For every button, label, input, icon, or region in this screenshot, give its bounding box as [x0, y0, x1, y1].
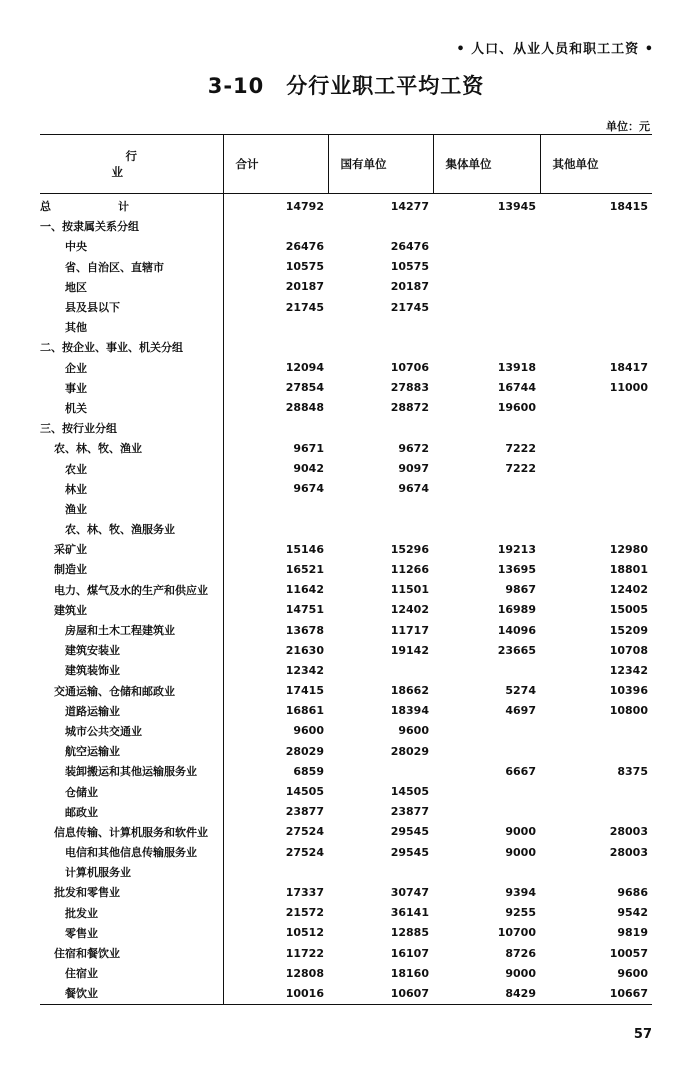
- cell-other: 15209: [609, 623, 648, 637]
- row-label: 农、林、牧、渔业: [54, 442, 142, 456]
- cell-collective: 13918: [497, 361, 536, 375]
- cell-total: 23877: [223, 802, 328, 822]
- table-row: [40, 983, 652, 1004]
- row-label: 县及县以下: [65, 301, 120, 315]
- table-row: [40, 277, 652, 297]
- cell-total: 12342: [223, 660, 328, 680]
- table-row: [40, 701, 652, 721]
- cell-collective: 5274: [505, 684, 536, 698]
- cell-other: 9686: [617, 885, 648, 899]
- cell-other: [540, 257, 652, 277]
- table-row: [40, 236, 652, 256]
- cell-collective: 14096: [497, 623, 536, 637]
- row-label: 一、按隶属关系分组: [40, 220, 139, 234]
- cell-total: [223, 317, 328, 337]
- cell-total: 17415: [223, 681, 328, 701]
- cell-state-owned: 18394: [390, 704, 429, 718]
- cell-total: [223, 216, 328, 236]
- row-label: 事业: [65, 381, 87, 395]
- table-row: [40, 194, 652, 217]
- table-row: [40, 620, 652, 640]
- row-label: 餐饮业: [40, 983, 223, 1004]
- cell-total: 10016: [223, 983, 328, 1004]
- table-row: [40, 559, 652, 579]
- cell-total: 28848: [223, 398, 328, 418]
- header-other: 其他单位: [540, 135, 652, 194]
- row-label: 电力、煤气及水的生产和供应业: [54, 583, 208, 597]
- table-row: [40, 216, 652, 236]
- cell-total: 14792: [223, 194, 328, 217]
- row-label: 仓储业: [65, 785, 98, 799]
- cell-state-owned: 27883: [390, 381, 429, 395]
- cell-other: 18417: [609, 361, 648, 375]
- cell-state-owned: 30747: [390, 885, 429, 899]
- cell-total: [223, 337, 328, 357]
- cell-other: [540, 418, 652, 438]
- table-row: [40, 398, 652, 418]
- cell-collective: [433, 479, 540, 499]
- table-row: [40, 580, 652, 600]
- row-label: 三、按行业分组: [40, 422, 117, 436]
- table-row: [40, 458, 652, 478]
- cell-other: 28003: [609, 825, 648, 839]
- running-head: • 人口、从业人员和职工工资 •: [456, 42, 654, 57]
- cell-total: 11642: [223, 580, 328, 600]
- cell-collective: [433, 317, 540, 337]
- row-label: 建筑装饰业: [65, 664, 120, 678]
- cell-other: [540, 499, 652, 519]
- cell-other: 15005: [609, 603, 648, 617]
- row-label: 其他: [65, 321, 87, 335]
- table-row: [40, 438, 652, 458]
- cell-collective: 4697: [505, 704, 536, 718]
- cell-other: [540, 297, 652, 317]
- cell-state-owned: 26476: [390, 239, 429, 253]
- cell-total: 17337: [223, 882, 328, 902]
- cell-other: [540, 781, 652, 801]
- cell-collective: 9000: [505, 825, 536, 839]
- cell-state-owned: 10706: [390, 361, 429, 375]
- row-label: 采矿业: [54, 543, 87, 557]
- cell-other: [540, 438, 652, 458]
- cell-state-owned: 14505: [390, 785, 429, 799]
- cell-other: 10667: [540, 983, 652, 1004]
- cell-collective: [433, 277, 540, 297]
- row-label: 农业: [65, 462, 87, 476]
- cell-total: 9674: [223, 479, 328, 499]
- table-row: [40, 741, 652, 761]
- cell-total: 11722: [223, 943, 328, 963]
- cell-state-owned: [328, 761, 433, 781]
- row-label: 总 计: [40, 200, 144, 214]
- table-row: [40, 519, 652, 539]
- table-row: [40, 479, 652, 499]
- cell-other: [540, 458, 652, 478]
- cell-total: 20187: [223, 277, 328, 297]
- header-total: 合计: [223, 135, 328, 194]
- row-label: 零售业: [65, 926, 98, 940]
- cell-collective: 16744: [497, 381, 536, 395]
- cell-other: [540, 216, 652, 236]
- table-row: [40, 539, 652, 559]
- cell-collective: 9394: [505, 885, 536, 899]
- cell-collective: 13695: [497, 562, 536, 576]
- cell-other: 10057: [609, 946, 648, 960]
- table-row: [40, 418, 652, 438]
- cell-state-owned: [328, 418, 433, 438]
- cell-other: [540, 479, 652, 499]
- row-label: 渔业: [65, 502, 87, 516]
- table-row: [40, 681, 652, 701]
- cell-state-owned: [328, 862, 433, 882]
- cell-state-owned: 10575: [390, 260, 429, 274]
- row-label: 邮政业: [65, 805, 98, 819]
- cell-state-owned: 29545: [390, 825, 429, 839]
- cell-total: 28029: [223, 741, 328, 761]
- cell-total: 12094: [223, 358, 328, 378]
- cell-collective: 8726: [505, 946, 536, 960]
- cell-other: [540, 721, 652, 741]
- row-label: 信息传输、计算机服务和软件业: [54, 825, 208, 839]
- table-row: [40, 882, 652, 902]
- cell-total: 21572: [223, 903, 328, 923]
- cell-state-owned: [328, 660, 433, 680]
- row-label: 交通运输、仓储和邮政业: [54, 684, 175, 698]
- cell-state-owned: 12885: [390, 926, 429, 940]
- cell-total: 10575: [223, 257, 328, 277]
- cell-other: 18415: [609, 199, 648, 213]
- cell-state-owned: [328, 337, 433, 357]
- header-collective: 集体单位: [433, 135, 540, 194]
- cell-collective: [433, 802, 540, 822]
- table-row: [40, 822, 652, 842]
- row-label: 计算机服务业: [65, 866, 131, 880]
- row-label: 林业: [65, 482, 87, 496]
- cell-other: 9819: [617, 926, 648, 940]
- table-row: [40, 337, 652, 357]
- cell-collective: 10700: [497, 926, 536, 940]
- cell-collective: [433, 741, 540, 761]
- cell-other: 11000: [609, 381, 648, 395]
- cell-state-owned: 21745: [390, 300, 429, 314]
- cell-total: 9042: [223, 458, 328, 478]
- cell-total: 27854: [223, 378, 328, 398]
- cell-collective: 23665: [497, 643, 536, 657]
- cell-collective: 7222: [505, 441, 536, 455]
- cell-state-owned: 29545: [390, 845, 429, 859]
- table-row: [40, 802, 652, 822]
- cell-collective: [433, 297, 540, 317]
- row-label: 批发业: [65, 906, 98, 920]
- cell-other: [540, 236, 652, 256]
- cell-collective: [433, 781, 540, 801]
- row-label: 航空运输业: [65, 745, 120, 759]
- cell-collective: [433, 721, 540, 741]
- cell-total: 27524: [223, 822, 328, 842]
- cell-total: [223, 499, 328, 519]
- cell-state-owned: 9674: [398, 482, 429, 496]
- cell-state-owned: 16107: [390, 946, 429, 960]
- row-label: 装卸搬运和其他运输服务业: [65, 765, 197, 779]
- cell-collective: 9000: [505, 966, 536, 980]
- cell-total: 21630: [223, 640, 328, 660]
- table-row: [40, 963, 652, 983]
- cell-state-owned: 11717: [390, 623, 429, 637]
- table-row: [40, 781, 652, 801]
- cell-total: 16861: [223, 701, 328, 721]
- row-label: 房屋和土木工程建筑业: [65, 624, 175, 638]
- table-title: 3-10 分行业职工平均工资: [207, 74, 485, 98]
- table-row: [40, 358, 652, 378]
- cell-total: 13678: [223, 620, 328, 640]
- cell-state-owned: [328, 499, 433, 519]
- cell-total: 9600: [223, 721, 328, 741]
- cell-total: 14505: [223, 781, 328, 801]
- cell-other: 12402: [609, 583, 648, 597]
- cell-state-owned: 11266: [390, 562, 429, 576]
- cell-state-owned: 36141: [390, 906, 429, 920]
- cell-state-owned: 15296: [390, 542, 429, 556]
- row-label: 城市公共交通业: [65, 724, 142, 738]
- cell-total: 10512: [223, 923, 328, 943]
- cell-other: [540, 862, 652, 882]
- cell-other: [540, 317, 652, 337]
- table-row: [40, 378, 652, 398]
- cell-other: [540, 741, 652, 761]
- cell-state-owned: 28029: [390, 744, 429, 758]
- cell-collective: 9867: [505, 583, 536, 597]
- cell-collective: [433, 257, 540, 277]
- cell-collective: [433, 216, 540, 236]
- cell-state-owned: 11501: [390, 583, 429, 597]
- cell-total: [223, 862, 328, 882]
- table-row: [40, 660, 652, 680]
- cell-other: 10708: [609, 643, 648, 657]
- cell-other: [540, 519, 652, 539]
- cell-other: 10396: [609, 684, 648, 698]
- cell-state-owned: 9097: [398, 462, 429, 476]
- cell-other: 12980: [609, 542, 648, 556]
- cell-state-owned: [328, 216, 433, 236]
- table-row: [40, 943, 652, 963]
- cell-total: 21745: [223, 297, 328, 317]
- cell-collective: 9000: [505, 845, 536, 859]
- header-industry: 行 业: [40, 135, 223, 194]
- unit-label: 单位：元: [606, 120, 650, 133]
- table-row: [40, 317, 652, 337]
- cell-collective: 8429: [433, 983, 540, 1004]
- cell-collective: [433, 660, 540, 680]
- row-label: 电信和其他信息传输服务业: [65, 846, 197, 860]
- cell-collective: [433, 862, 540, 882]
- row-label: 二、按企业、事业、机关分组: [40, 341, 183, 355]
- row-label: 建筑业: [54, 603, 87, 617]
- table-row: [40, 842, 652, 862]
- row-label: 住宿和餐饮业: [54, 947, 120, 961]
- cell-collective: [433, 418, 540, 438]
- table-row: [40, 640, 652, 660]
- cell-other: [540, 802, 652, 822]
- cell-collective: 7222: [505, 462, 536, 476]
- cell-state-owned: 28872: [390, 401, 429, 415]
- cell-other: [540, 398, 652, 418]
- row-label: 制造业: [54, 563, 87, 577]
- row-label: 机关: [65, 401, 87, 415]
- cell-collective: [433, 519, 540, 539]
- cell-other: [540, 277, 652, 297]
- table-body: [40, 194, 652, 1005]
- cell-total: 6859: [223, 761, 328, 781]
- cell-total: 27524: [223, 842, 328, 862]
- cell-other: 8375: [617, 764, 648, 778]
- cell-other: 12342: [609, 663, 648, 677]
- cell-total: 14751: [223, 600, 328, 620]
- cell-other: [540, 337, 652, 357]
- header-state-owned: 国有单位: [328, 135, 433, 194]
- table-row: [40, 862, 652, 882]
- row-label: 道路运输业: [65, 704, 120, 718]
- cell-state-owned: 20187: [390, 280, 429, 294]
- cell-state-owned: [328, 317, 433, 337]
- cell-total: 16521: [223, 559, 328, 579]
- cell-collective: 19213: [497, 542, 536, 556]
- cell-collective: 6667: [505, 764, 536, 778]
- row-label: 省、自治区、直辖市: [65, 260, 164, 274]
- table-row: [40, 499, 652, 519]
- cell-other: 18801: [609, 562, 648, 576]
- cell-total: 15146: [223, 539, 328, 559]
- cell-collective: [433, 337, 540, 357]
- cell-state-owned: 18160: [390, 966, 429, 980]
- wage-table: [40, 134, 652, 1005]
- cell-state-owned: 18662: [390, 684, 429, 698]
- cell-collective: 9255: [505, 906, 536, 920]
- row-label: 中央: [65, 240, 87, 254]
- cell-total: [223, 418, 328, 438]
- cell-total: 12808: [223, 963, 328, 983]
- cell-total: 26476: [223, 236, 328, 256]
- table-row: [40, 257, 652, 277]
- page-number: 57: [633, 1027, 652, 1042]
- cell-state-owned: [328, 519, 433, 539]
- cell-collective: 13945: [497, 199, 536, 213]
- table-row: [40, 923, 652, 943]
- row-label: 住宿业: [65, 967, 98, 981]
- cell-collective: [433, 236, 540, 256]
- cell-total: 9671: [223, 438, 328, 458]
- row-label: 地区: [65, 280, 87, 294]
- cell-collective: 16989: [497, 603, 536, 617]
- cell-other: 9600: [617, 966, 648, 980]
- cell-collective: [433, 499, 540, 519]
- cell-total: [223, 519, 328, 539]
- row-label: 建筑安装业: [65, 644, 120, 658]
- row-label: 批发和零售业: [54, 886, 120, 900]
- table-row: [40, 903, 652, 923]
- row-label: 企业: [65, 361, 87, 375]
- table-row: [40, 600, 652, 620]
- cell-other: 28003: [609, 845, 648, 859]
- cell-state-owned: 14277: [390, 199, 429, 213]
- cell-state-owned: 10607: [328, 983, 433, 1004]
- cell-state-owned: 23877: [390, 805, 429, 819]
- header-row: [40, 135, 652, 194]
- cell-state-owned: 9672: [398, 441, 429, 455]
- cell-collective: 19600: [497, 401, 536, 415]
- cell-other: 9542: [617, 906, 648, 920]
- table-row: [40, 297, 652, 317]
- cell-state-owned: 12402: [390, 603, 429, 617]
- cell-state-owned: 19142: [390, 643, 429, 657]
- table-row: [40, 761, 652, 781]
- cell-other: 10800: [609, 704, 648, 718]
- cell-state-owned: 9600: [398, 724, 429, 738]
- row-label: 农、林、牧、渔服务业: [65, 523, 175, 537]
- table-row: [40, 721, 652, 741]
